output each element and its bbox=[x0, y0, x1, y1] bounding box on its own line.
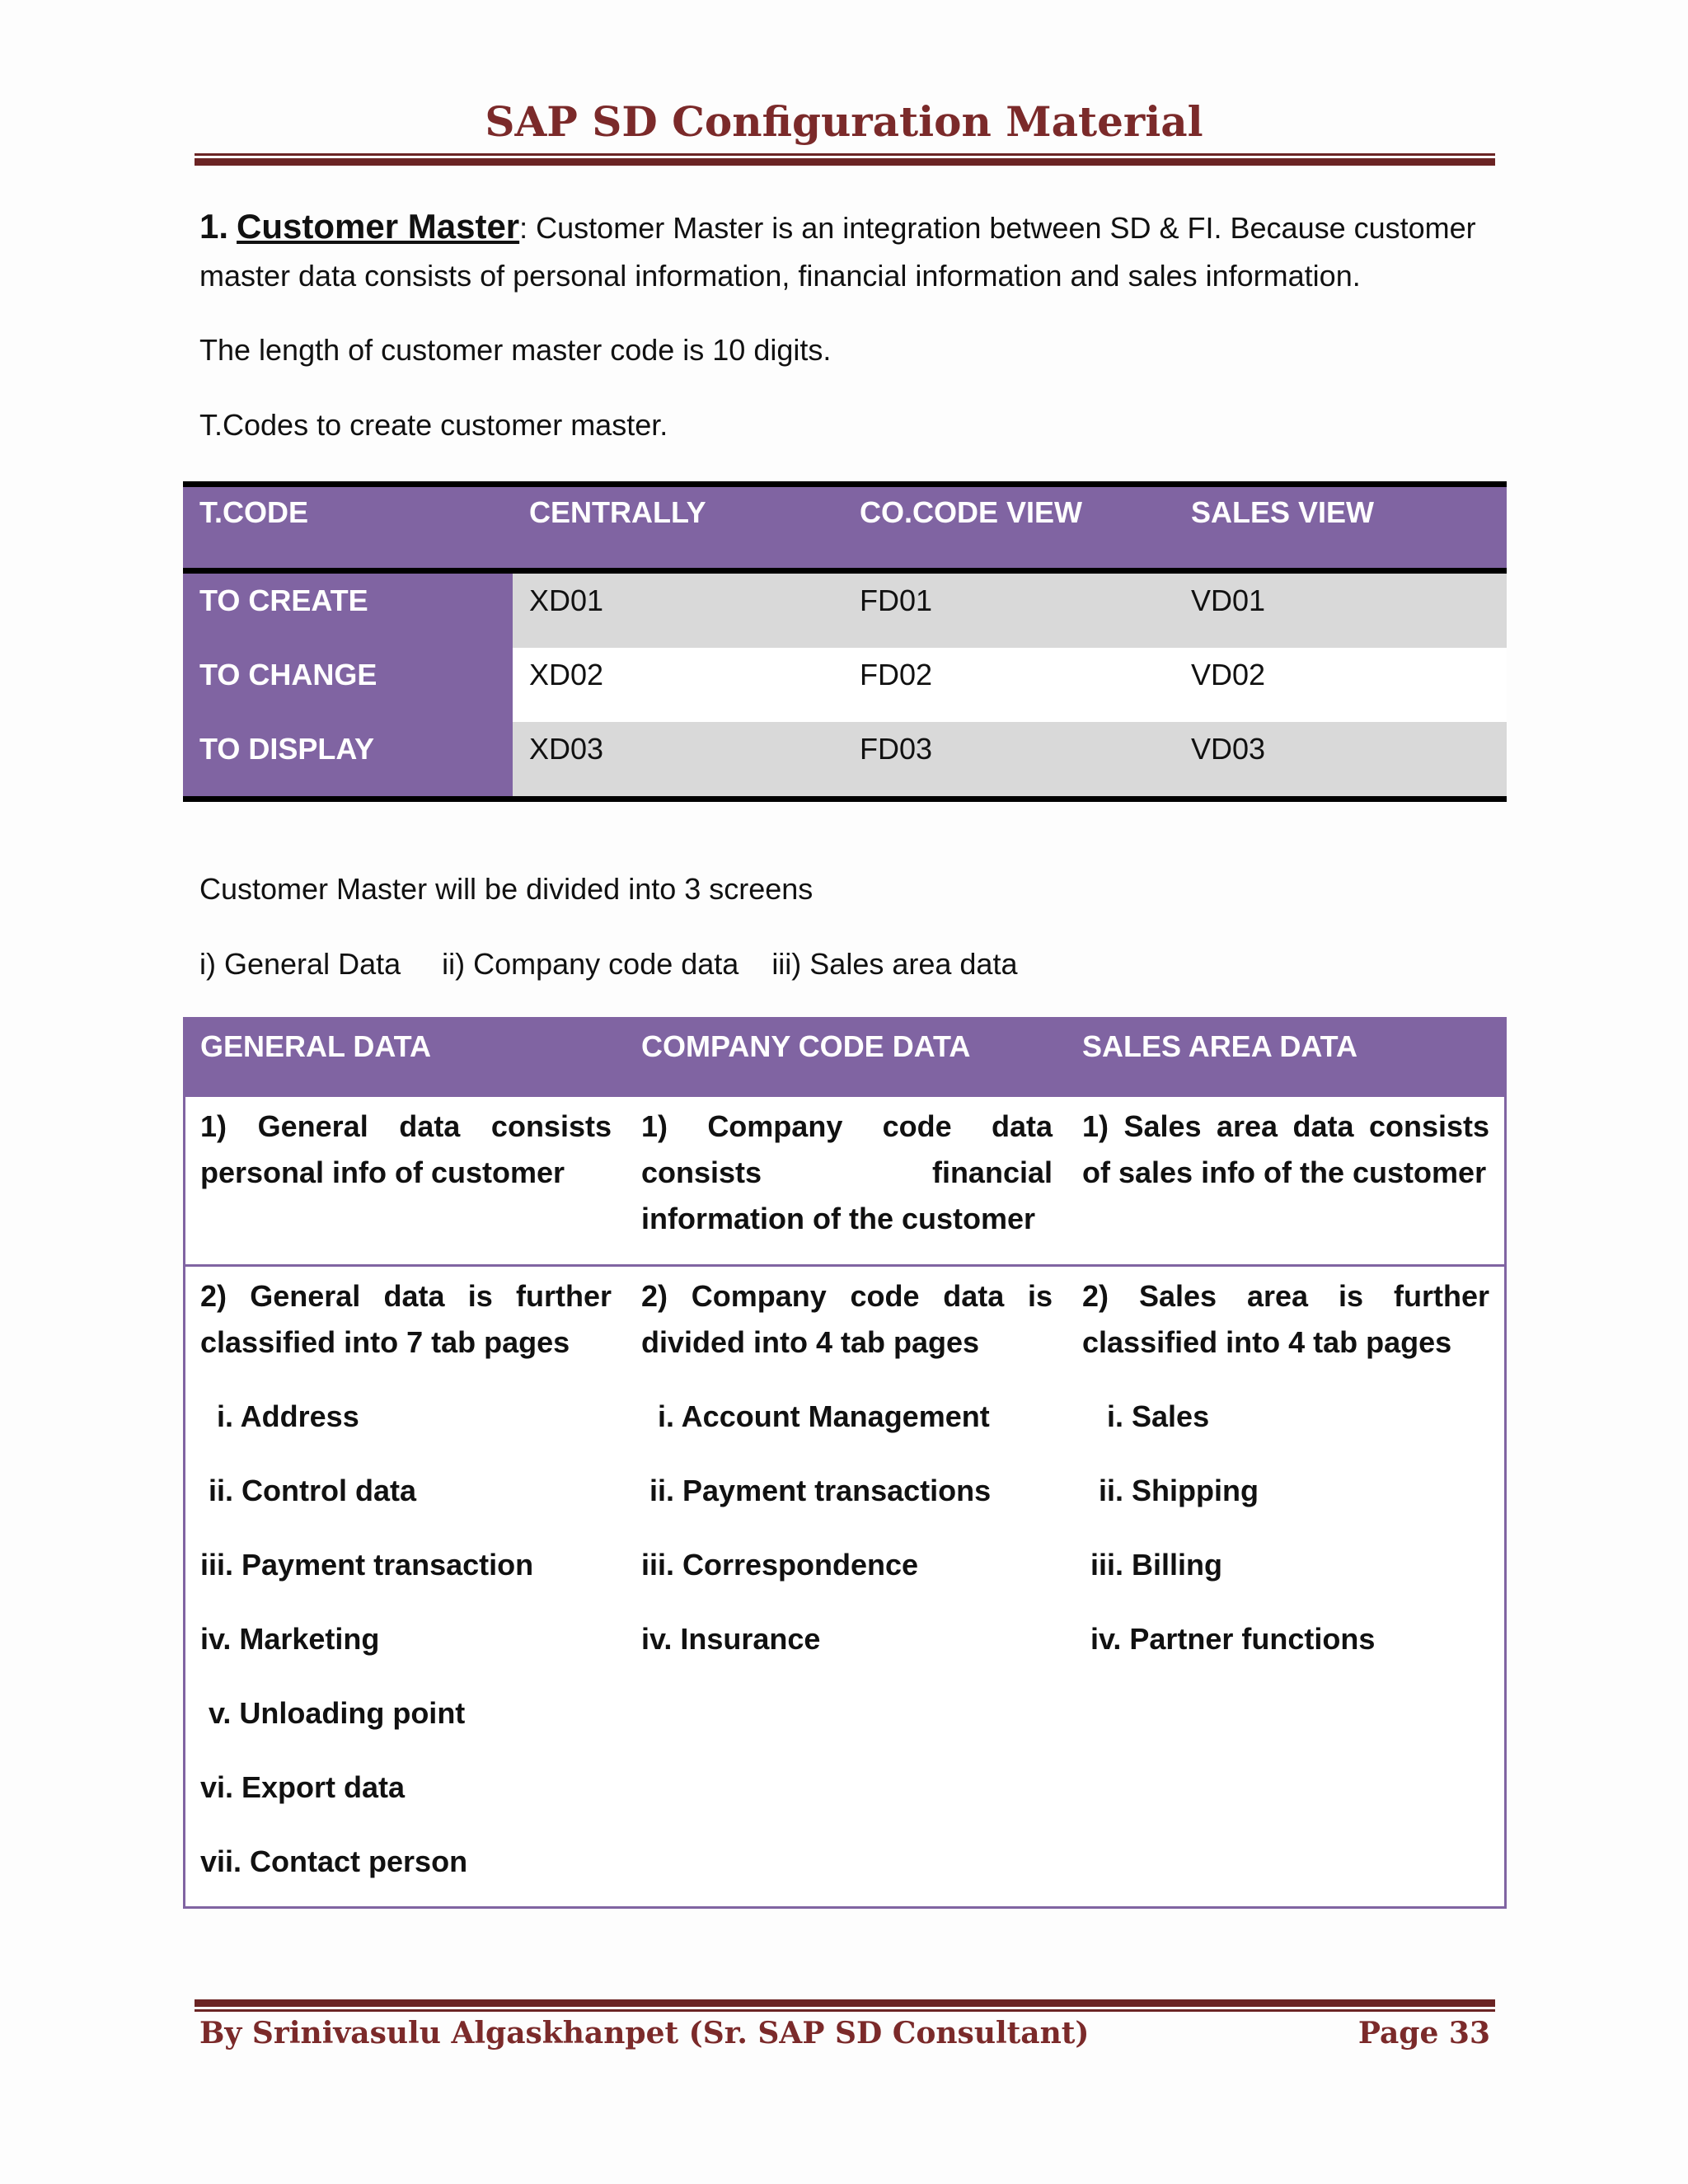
table-row bbox=[183, 574, 1507, 648]
table-cell: VD01 bbox=[1175, 574, 1507, 648]
list-item: ii. Shipping bbox=[1099, 1474, 1259, 1507]
tcode-header-cell: CENTRALLY bbox=[529, 495, 706, 529]
table-cell: FD01 bbox=[843, 574, 1175, 648]
data-table-header bbox=[185, 1019, 1504, 1097]
row-label-cell: TO CREATE bbox=[183, 574, 513, 648]
company-data-cell bbox=[626, 1273, 1067, 1913]
header-rule-thick bbox=[195, 158, 1495, 166]
table-cell: 1) General data consists personal info of customer bbox=[200, 1109, 612, 1189]
page-header-title: SAP SD Configuration Material bbox=[485, 97, 1203, 146]
table-cell: XD03 bbox=[513, 722, 843, 796]
table-cell: 1) Company code data consists financial information of the customer bbox=[641, 1109, 1053, 1235]
list-item: i. Address bbox=[217, 1399, 359, 1433]
list-item: iii. Payment transaction bbox=[200, 1548, 534, 1582]
data-header-cell: SALES AREA DATA bbox=[1082, 1029, 1358, 1063]
screen-item: i) General Data bbox=[199, 947, 401, 981]
list-item: vi. Export data bbox=[200, 1770, 406, 1804]
tcodes-note: T.Codes to create customer master. bbox=[199, 408, 668, 442]
table-row bbox=[183, 722, 1507, 796]
company-tab-list bbox=[641, 1394, 1053, 1690]
table-cell-text: 2) Sales area is further classified into 4 tab pages bbox=[1082, 1279, 1489, 1359]
length-note: The length of customer master code is 10 digits. bbox=[199, 333, 832, 367]
table-row bbox=[183, 648, 1507, 722]
table-cell: VD03 bbox=[1175, 722, 1507, 796]
table-row bbox=[185, 1097, 1504, 1267]
table-cell-text: 2) General data is further classified into 7 tab pages bbox=[200, 1279, 612, 1359]
page-number: Page 33 bbox=[1357, 2016, 1490, 2050]
list-item: iv. Insurance bbox=[641, 1622, 821, 1656]
row-label-cell: TO DISPLAY bbox=[183, 722, 513, 796]
table-cell: VD02 bbox=[1175, 648, 1507, 722]
data-header-cell: COMPANY CODE DATA bbox=[641, 1029, 971, 1063]
row-label-cell: TO CHANGE bbox=[183, 648, 513, 722]
section-number: 1. bbox=[199, 207, 229, 246]
table-row bbox=[185, 1267, 1504, 1913]
screens-intro: Customer Master will be divided into 3 screens bbox=[199, 872, 814, 906]
list-item: vii. Contact person bbox=[200, 1844, 468, 1878]
list-item: i. Sales bbox=[1107, 1399, 1210, 1433]
screens-list bbox=[199, 940, 1493, 988]
footer-author: By Srinivasulu Algaskhanpet (Sr. SAP SD Consultant) bbox=[199, 2016, 1090, 2050]
data-header-cell: GENERAL DATA bbox=[200, 1029, 432, 1063]
table-cell: 1) Sales area data consists of sales info of the customer bbox=[1082, 1109, 1489, 1189]
list-item: v. Unloading point bbox=[209, 1696, 466, 1730]
list-item: ii. Control data bbox=[209, 1474, 416, 1507]
list-item: iii. Billing bbox=[1090, 1548, 1222, 1582]
footer-rule-thick bbox=[195, 1999, 1495, 2007]
list-item: iv. Partner functions bbox=[1090, 1622, 1376, 1656]
sales-data-cell bbox=[1067, 1273, 1504, 1913]
data-screens-table bbox=[183, 1017, 1507, 1909]
general-data-cell bbox=[185, 1273, 626, 1913]
tcode-table bbox=[183, 481, 1507, 802]
table-cell: FD03 bbox=[843, 722, 1175, 796]
table-cell: XD02 bbox=[513, 648, 843, 722]
table-cell-text: 2) Company code data is divided into 4 tab pages bbox=[641, 1279, 1053, 1359]
screen-item: ii) Company code data bbox=[442, 947, 739, 981]
table-cell: XD01 bbox=[513, 574, 843, 648]
intro-paragraph bbox=[199, 203, 1493, 300]
tcode-header-cell: CO.CODE VIEW bbox=[860, 495, 1083, 529]
tcode-header-cell: SALES VIEW bbox=[1191, 495, 1375, 529]
header-rule-thin bbox=[195, 153, 1495, 156]
footer-rule-thin bbox=[195, 2009, 1495, 2012]
list-item: ii. Payment transactions bbox=[649, 1474, 992, 1507]
list-item: i. Account Management bbox=[658, 1399, 990, 1433]
section-heading: Customer Master bbox=[237, 207, 520, 246]
tcode-header-cell: T.CODE bbox=[199, 495, 309, 529]
table-cell: FD02 bbox=[843, 648, 1175, 722]
screen-item: iii) Sales area data bbox=[771, 947, 1018, 981]
list-item: iii. Correspondence bbox=[641, 1548, 919, 1582]
sales-tab-list bbox=[1082, 1394, 1489, 1690]
general-tab-list bbox=[200, 1394, 612, 1913]
intro-text: : Customer Master is an integration between SD & FI. Because customer master data consists of personal information, financial information and sales information. bbox=[199, 211, 1476, 293]
list-item: iv. Marketing bbox=[200, 1622, 380, 1656]
tcode-table-header bbox=[183, 487, 1507, 574]
